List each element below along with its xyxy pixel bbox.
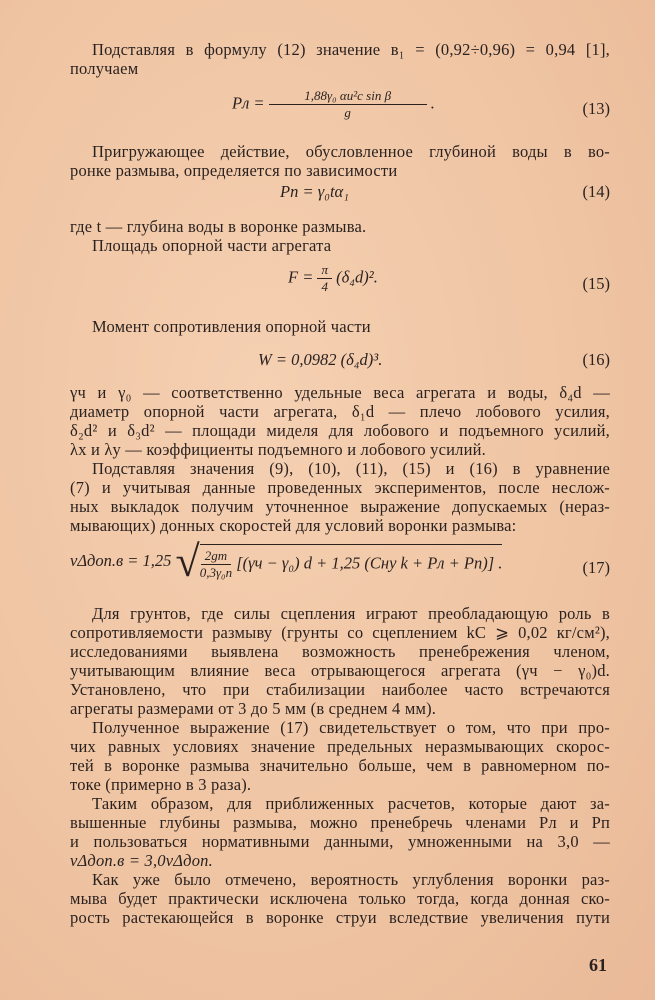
formula-13 (232, 88, 435, 121)
formula-rhs: (δ₄d)². (336, 267, 378, 287)
text-line: получаем (70, 59, 139, 78)
fraction (317, 262, 332, 295)
text-line: агрегаты размерами от 3 до 5 мм (в среднем 4 мм). (70, 699, 437, 718)
text-line: λх и λу — коэффициенты подъемного и лобового усилий. (70, 440, 486, 459)
text-line: учитывающим влияние веса отрывающегося агрегата (γч − γ₀)d. (70, 661, 610, 680)
formula-14: Pп = γ₀tα₁ (280, 182, 349, 201)
text-line: Таким образом, для приближенных расчетов, которые дают за- (92, 794, 610, 813)
numerator: π (317, 262, 332, 279)
text-line: чих равных условиях значение предельных неразмывающих скорос- (70, 737, 610, 756)
formula-tail: . (430, 93, 435, 113)
fraction (200, 548, 232, 581)
text-line: токе (примерно в 3 раза). (70, 775, 252, 794)
equation-number: (13) (582, 99, 610, 118)
text-line: vΔдоп.в = 3,0vΔдоп. (70, 851, 213, 870)
square-root-sign: √ (175, 537, 200, 586)
equation-number: (15) (582, 274, 610, 293)
fraction (269, 88, 427, 121)
numerator: 1,88γ₀ αu²c sin β (269, 88, 427, 105)
formula-17 (70, 537, 503, 586)
text-line: тей в воронке размыва значительно больше, чем в равномерном по- (70, 756, 610, 775)
text-line: Пригружающее действие, обусловленное глубиной воды в во- (92, 142, 610, 161)
text-line: Момент сопротивления опорной части (92, 317, 371, 336)
denominator: 0,3γ₀n (199, 564, 233, 580)
text-line: диаметр опорной части агрегата, δ₁d — плечо лобового усилия, (70, 402, 610, 421)
equation-number: (14) (582, 182, 610, 201)
text-line: δ₂d² и δ₃d² — площади миделя для лобового и подъемного усилий, (70, 421, 610, 440)
text-line: Для грунтов, где силы сцепления играют преобладающую роль в (92, 604, 610, 623)
denominator: g (344, 105, 351, 120)
formula-lhs: vΔдоп.в = 1,25 (70, 550, 172, 570)
text-line: Установлено, что при стабилизации наиболее часто встречаются (70, 680, 610, 699)
text-line: Площадь опорной части агрегата (92, 236, 332, 255)
text-line: рость растекающейся в воронке струи вследствие увеличения пути (70, 908, 610, 927)
text-line: сопротивляемости размыву (грунты со сцеплением kC ⩾ 0,02 кг/см²), (70, 623, 610, 642)
text-line: Полученное выражение (17) свидетельствует о том, что при про- (92, 718, 610, 737)
formula-rhs: [(γч − γ₀) d + 1,25 (Cнy k + Pл + Pп)] . (236, 552, 503, 572)
text-line: γч и γ₀ — соответственно удельные веса агрегата и воды, δ₄d — (70, 383, 610, 402)
text-line: где t — глубина воды в воронке размыва. (70, 217, 367, 236)
text-line: (7) и учитывая данные проведенных экспериментов, после неслож- (70, 478, 610, 497)
text-line: Подставляя в формулу (12) значение в₁ = (0,92÷0,96) = 0,94 [1], (92, 40, 610, 59)
text-line: вышенные глубины размыва, можно пренебречь членами Pл и Pп (70, 813, 610, 832)
text-line: исследованиями выявлена возможность пренебрежения членом, (70, 642, 610, 661)
text-line: Как уже было отмечено, вероятность углубления воронки раз- (92, 870, 610, 889)
numerator: 2gm (201, 548, 231, 565)
equation-number: (16) (582, 350, 610, 369)
text-line: ронке размыва, определяется по зависимости (70, 161, 398, 180)
formula-16: W = 0,0982 (δ₄d)³. (258, 350, 383, 369)
formula-lhs: F = (288, 267, 314, 287)
denominator: 4 (321, 279, 328, 294)
radicand (200, 544, 503, 581)
equation-number: (17) (582, 558, 610, 577)
formula-lhs: Pл = (232, 93, 265, 113)
text-line: Подставляя значения (9), (10), (11), (15) и (16) в уравнение (92, 459, 610, 478)
page-number: 61 (589, 955, 607, 975)
text-line: ных выкладок получим уточненное выражение допускаемых (нераз- (70, 497, 610, 516)
text-line: мыва будет практически исключена только тогда, когда донная ско- (70, 889, 610, 908)
text-line: и пользоваться нормативными данными, умноженными на 3,0 — (70, 832, 610, 851)
text-line: мывающих) донных скоростей для условий воронки размыва: (70, 516, 517, 535)
formula-15 (288, 262, 378, 295)
